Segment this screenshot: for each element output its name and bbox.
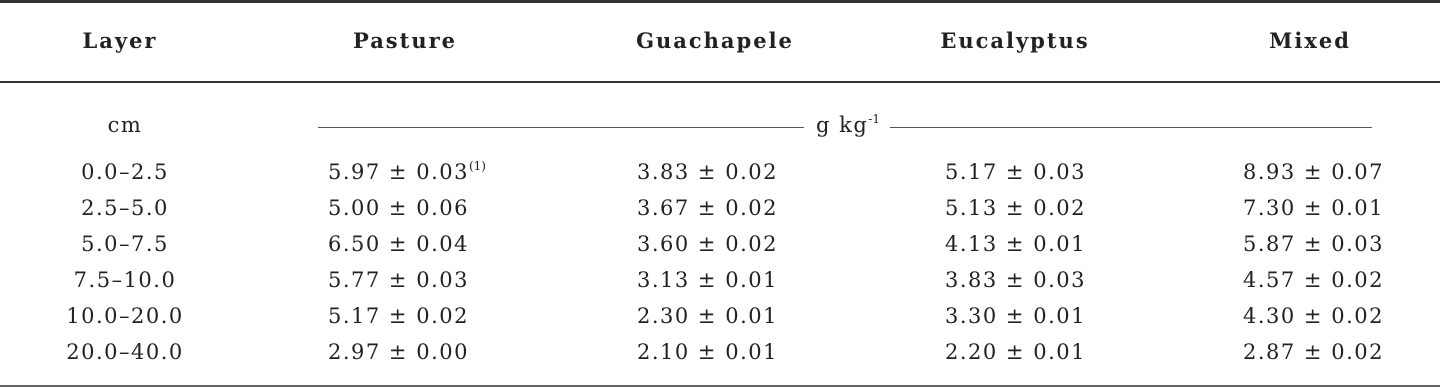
cell-eucalyptus <box>945 265 1086 295</box>
cell-guachapele <box>637 157 778 187</box>
cell-value: 2.87 ± 0.02 <box>1243 340 1384 364</box>
cell-eucalyptus <box>945 301 1086 331</box>
cell-value: 5.87 ± 0.03 <box>1243 232 1384 256</box>
cell-mixed <box>1243 157 1384 187</box>
cell-value: 6.50 ± 0.04 <box>328 232 469 256</box>
header-eucalyptus: Eucalyptus <box>940 28 1090 53</box>
header-pasture: Pasture <box>352 28 458 53</box>
cell-value: 8.93 ± 0.07 <box>1243 160 1384 184</box>
cell-mixed <box>1243 193 1384 223</box>
cell-layer <box>40 157 210 187</box>
table-header-rule <box>0 81 1440 83</box>
cell-value: 5.17 ± 0.03 <box>945 160 1086 184</box>
cell-value: 4.30 ± 0.02 <box>1243 304 1384 328</box>
cell-value: 3.60 ± 0.02 <box>637 232 778 256</box>
cell-pasture <box>328 193 469 223</box>
cell-value: 10.0–20.0 <box>66 304 184 328</box>
cell-value: 3.67 ± 0.02 <box>637 196 778 220</box>
table-bottom-rule <box>0 385 1440 387</box>
cell-guachapele <box>637 193 778 223</box>
cell-value: 3.83 ± 0.02 <box>637 160 778 184</box>
cell-pasture <box>328 265 469 295</box>
cell-layer <box>40 193 210 223</box>
cell-pasture <box>328 301 469 331</box>
cell-value: 5.0–7.5 <box>81 232 169 256</box>
cell-guachapele <box>637 337 778 367</box>
header-layer: Layer <box>82 28 158 53</box>
unit-layer: cm <box>107 113 143 137</box>
cell-value: 2.97 ± 0.00 <box>328 340 469 364</box>
cell-pasture <box>328 229 469 259</box>
cell-mixed <box>1243 337 1384 367</box>
cell-pasture <box>328 157 486 187</box>
cell-value: 5.13 ± 0.02 <box>945 196 1086 220</box>
footnote-marker: (1) <box>468 159 486 173</box>
header-mixed: Mixed <box>1269 28 1351 53</box>
cell-value: 2.10 ± 0.01 <box>637 340 778 364</box>
cell-value: 3.83 ± 0.03 <box>945 268 1086 292</box>
cell-value: 2.30 ± 0.01 <box>637 304 778 328</box>
cell-mixed <box>1243 265 1384 295</box>
cell-layer <box>40 229 210 259</box>
cell-guachapele <box>637 301 778 331</box>
cell-eucalyptus <box>945 229 1086 259</box>
cell-value: 7.30 ± 0.01 <box>1243 196 1384 220</box>
cell-value: 4.57 ± 0.02 <box>1243 268 1384 292</box>
cell-mixed <box>1243 301 1384 331</box>
cell-value: 20.0–40.0 <box>66 340 184 364</box>
cell-eucalyptus <box>945 193 1086 223</box>
cell-value: 5.00 ± 0.06 <box>328 196 469 220</box>
unit-values-exponent: -1 <box>868 112 880 126</box>
cell-guachapele <box>637 265 778 295</box>
unit-values <box>812 110 884 140</box>
cell-value: 7.5–10.0 <box>73 268 177 292</box>
cell-value: 5.77 ± 0.03 <box>328 268 469 292</box>
cell-value: 3.13 ± 0.01 <box>637 268 778 292</box>
header-guachapele: Guachapele <box>636 28 794 53</box>
unit-values-base: g kg <box>816 113 869 137</box>
cell-mixed <box>1243 229 1384 259</box>
cell-eucalyptus <box>945 337 1086 367</box>
cell-value: 2.5–5.0 <box>81 196 169 220</box>
unit-span-line-left <box>318 127 804 128</box>
cell-layer <box>40 265 210 295</box>
cell-value: 0.0–2.5 <box>81 160 169 184</box>
cell-guachapele <box>637 229 778 259</box>
cell-layer <box>40 301 210 331</box>
cell-value: 4.13 ± 0.01 <box>945 232 1086 256</box>
cell-eucalyptus <box>945 157 1086 187</box>
cell-layer <box>40 337 210 367</box>
cell-value: 5.17 ± 0.02 <box>328 304 469 328</box>
table-top-rule <box>0 0 1440 3</box>
cell-value: 2.20 ± 0.01 <box>945 340 1086 364</box>
unit-span-line-right <box>890 127 1372 128</box>
cell-pasture <box>328 337 469 367</box>
cell-value: 5.97 ± 0.03 <box>328 160 469 184</box>
cell-value: 3.30 ± 0.01 <box>945 304 1086 328</box>
